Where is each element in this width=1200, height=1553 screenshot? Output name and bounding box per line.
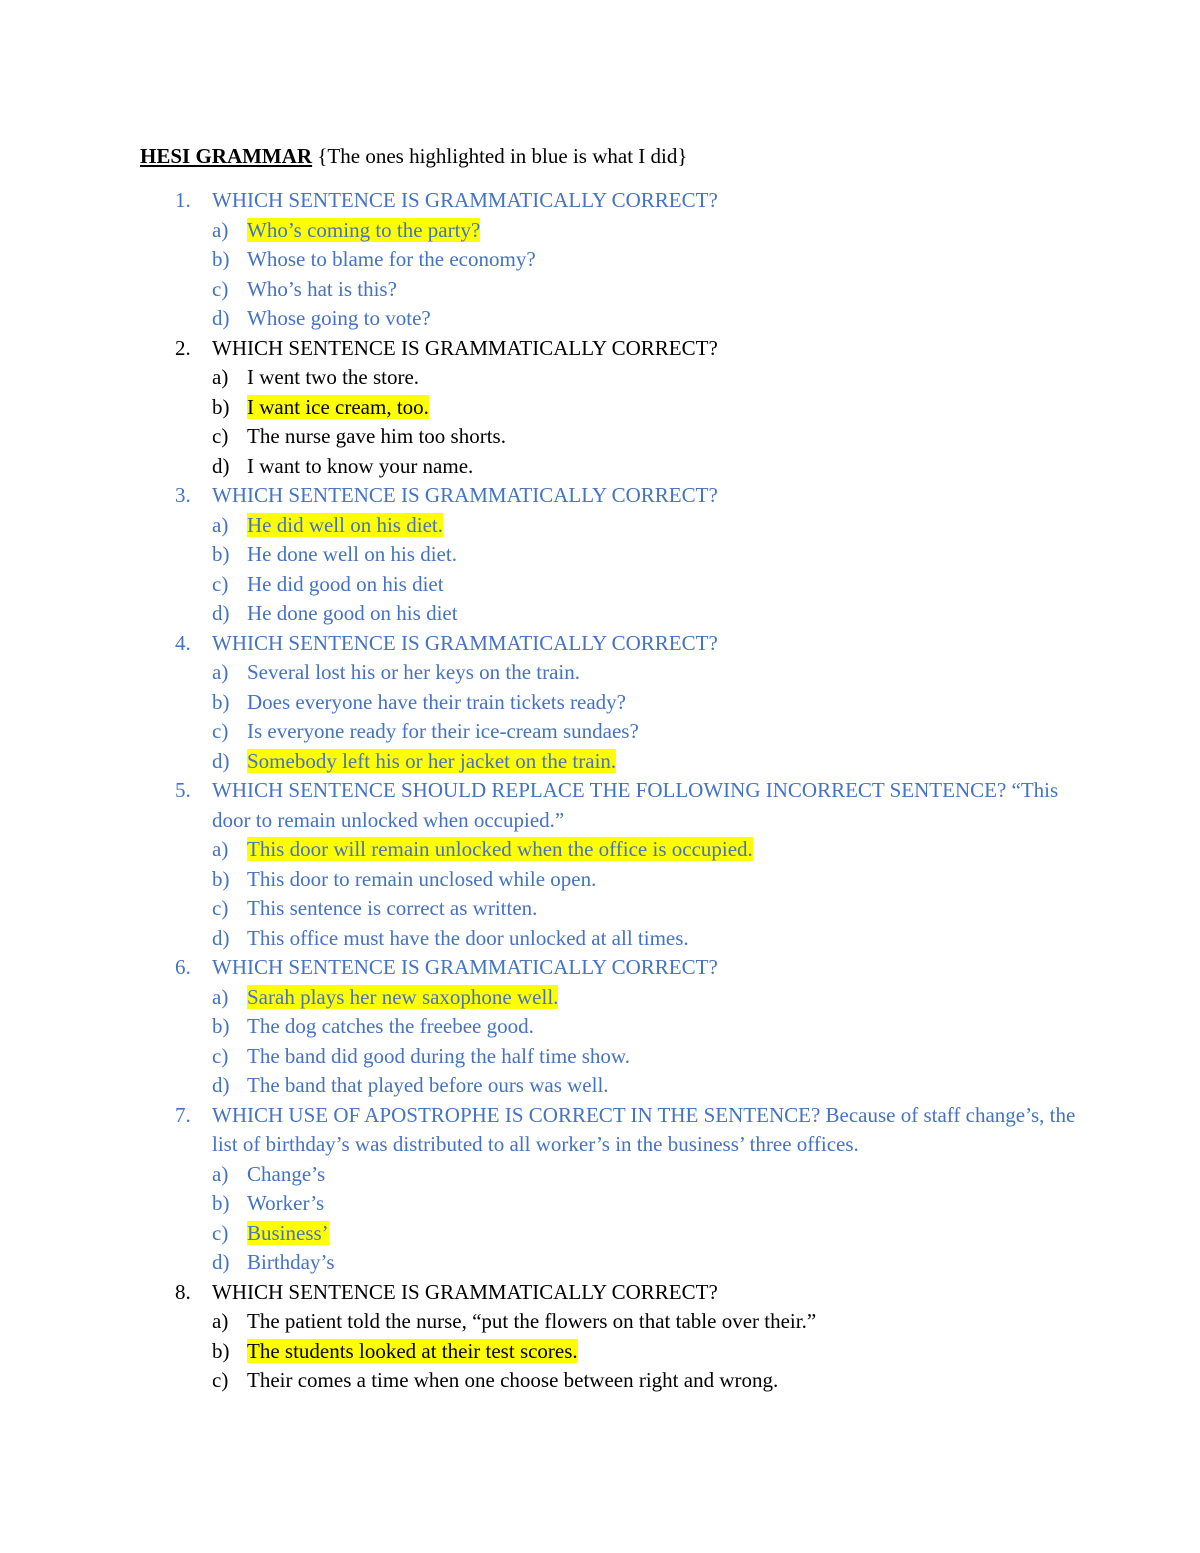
question-8 — [0, 1278, 1200, 1308]
option-text: He done good on his diet — [247, 601, 458, 625]
question-number: 1. — [175, 188, 191, 212]
answer-option — [0, 1160, 1200, 1190]
answer-option — [0, 540, 1200, 570]
option-letter: b) — [212, 542, 230, 566]
option-text: Their comes a time when one choose between right and wrong. — [247, 1368, 779, 1392]
option-letter: a) — [212, 1161, 229, 1186]
option-text: Does everyone have their train tickets ready? — [247, 689, 626, 714]
question-text: WHICH SENTENCE IS GRAMMATICALLY CORRECT? — [212, 955, 718, 979]
question-1 — [0, 186, 1200, 216]
answer-option — [0, 717, 1200, 747]
option-letter: c) — [212, 1220, 229, 1245]
answer-option — [0, 658, 1200, 688]
answer-option — [0, 393, 1200, 423]
option-text: The band that played before ours was well. — [247, 1073, 609, 1097]
highlighted-answer-text: Sarah plays her new saxophone well. — [247, 984, 559, 1009]
option-text: Birthday’s — [247, 1250, 335, 1274]
option-letter: c) — [212, 719, 229, 743]
question-text: WHICH SENTENCE SHOULD REPLACE THE FOLLOWING INCORRECT SENTENCE? “This door to remain unlocked when occupied.” — [212, 778, 1059, 832]
highlighted-answer-text: This door will remain unlocked when the office is occupied. — [247, 837, 753, 861]
answer-option — [0, 1189, 1200, 1219]
question-text: WHICH SENTENCE IS GRAMMATICALLY CORRECT? — [212, 630, 718, 655]
question-2 — [0, 334, 1200, 364]
question-text: WHICH SENTENCE IS GRAMMATICALLY CORRECT? — [212, 1279, 718, 1304]
question-number: 3. — [175, 483, 191, 507]
option-letter: a) — [212, 837, 229, 861]
question-7 — [0, 1101, 1200, 1160]
answer-option — [0, 1042, 1200, 1072]
option-letter: a) — [212, 984, 229, 1009]
option-letter: c) — [212, 424, 229, 448]
option-text: I went two the store. — [247, 365, 420, 389]
answer-option — [0, 245, 1200, 275]
option-letter: b) — [212, 1338, 230, 1363]
option-letter: b) — [212, 247, 230, 271]
option-text: He did good on his diet — [247, 571, 444, 596]
answer-option — [0, 1219, 1200, 1249]
question-list — [0, 186, 1200, 1396]
option-text: This door to remain unclosed while open. — [247, 866, 597, 891]
question-3 — [0, 481, 1200, 511]
answer-option — [0, 599, 1200, 629]
option-letter: a) — [212, 217, 229, 242]
question-number: 7. — [175, 1102, 191, 1127]
option-text: This office must have the door unlocked at all times. — [247, 925, 689, 950]
option-letter: a) — [212, 512, 229, 537]
answer-option — [0, 1248, 1200, 1278]
answer-option — [0, 983, 1200, 1013]
highlighted-answer-text: Somebody left his or her jacket on the train. — [247, 748, 617, 773]
option-text: This sentence is correct as written. — [247, 896, 538, 920]
option-letter: b) — [212, 866, 230, 891]
option-text: Several lost his or her keys on the train. — [247, 660, 581, 684]
option-text: The dog catches the freebee good. — [247, 1014, 534, 1038]
question-text: WHICH USE OF APOSTROPHE IS CORRECT IN THE SENTENCE? Because of staff change’s, the list of birthday’s was distributed to all worker’s in the business’ three offices. — [212, 1102, 1076, 1156]
answer-option — [0, 747, 1200, 777]
answer-option — [0, 924, 1200, 954]
question-number: 5. — [175, 778, 191, 802]
option-letter: d) — [212, 453, 230, 478]
highlighted-answer-text: He did well on his diet. — [247, 512, 443, 537]
title-heading: HESI GRAMMAR — [140, 144, 313, 168]
option-letter: b) — [212, 394, 230, 419]
option-text: Whose to blame for the economy? — [247, 247, 536, 271]
option-text: Is everyone ready for their ice-cream sundaes? — [247, 719, 639, 743]
option-letter: b) — [212, 1014, 230, 1038]
option-text: Whose going to vote? — [247, 306, 431, 330]
answer-option — [0, 452, 1200, 482]
answer-option — [0, 275, 1200, 305]
option-letter: c) — [212, 571, 229, 596]
question-text: WHICH SENTENCE IS GRAMMATICALLY CORRECT? — [212, 188, 718, 212]
question-number: 8. — [175, 1279, 191, 1304]
question-4 — [0, 629, 1200, 659]
option-text: Change’s — [247, 1161, 326, 1186]
option-letter: c) — [212, 276, 229, 301]
option-letter: b) — [212, 1191, 230, 1215]
option-letter: d) — [212, 748, 230, 773]
question-number: 6. — [175, 955, 191, 979]
option-letter: b) — [212, 689, 230, 714]
option-text: The band did good during the half time show. — [247, 1043, 630, 1068]
option-text: The patient told the nurse, “put the flowers on that table over their.” — [247, 1309, 817, 1333]
answer-option — [0, 570, 1200, 600]
option-letter: d) — [212, 1250, 230, 1274]
question-5 — [0, 776, 1200, 835]
answer-option — [0, 304, 1200, 334]
title-note: {The ones highlighted in blue is what I did} — [312, 144, 688, 168]
option-letter: a) — [212, 365, 229, 389]
answer-option — [0, 688, 1200, 718]
option-letter: c) — [212, 1043, 229, 1068]
answer-option — [0, 511, 1200, 541]
option-letter: a) — [212, 660, 229, 684]
answer-option — [0, 216, 1200, 246]
option-text: Worker’s — [247, 1191, 325, 1215]
document-title — [140, 142, 687, 171]
option-letter: d) — [212, 306, 230, 330]
question-number: 4. — [175, 630, 191, 655]
option-text: I want to know your name. — [247, 453, 474, 478]
option-letter: d) — [212, 601, 230, 625]
answer-option — [0, 894, 1200, 924]
answer-option — [0, 1071, 1200, 1101]
highlighted-answer-text: Who’s coming to the party? — [247, 217, 481, 242]
question-text: WHICH SENTENCE IS GRAMMATICALLY CORRECT? — [212, 335, 718, 360]
option-letter: a) — [212, 1309, 229, 1333]
highlighted-answer-text: I want ice cream, too. — [247, 394, 429, 419]
question-text: WHICH SENTENCE IS GRAMMATICALLY CORRECT? — [212, 483, 718, 507]
option-text: Who’s hat is this? — [247, 276, 397, 301]
answer-option — [0, 1366, 1200, 1396]
question-6 — [0, 953, 1200, 983]
highlighted-answer-text: The students looked at their test scores. — [247, 1338, 578, 1363]
option-text: The nurse gave him too shorts. — [247, 424, 506, 448]
question-number: 2. — [175, 335, 191, 360]
answer-option — [0, 865, 1200, 895]
answer-option — [0, 1337, 1200, 1367]
option-letter: d) — [212, 1073, 230, 1097]
option-letter: c) — [212, 1368, 229, 1392]
highlighted-answer-text: Business’ — [247, 1220, 329, 1245]
option-letter: d) — [212, 925, 230, 950]
answer-option — [0, 363, 1200, 393]
option-text: He done well on his diet. — [247, 542, 457, 566]
option-letter: c) — [212, 896, 229, 920]
answer-option — [0, 422, 1200, 452]
answer-option — [0, 1307, 1200, 1337]
answer-option — [0, 835, 1200, 865]
answer-option — [0, 1012, 1200, 1042]
